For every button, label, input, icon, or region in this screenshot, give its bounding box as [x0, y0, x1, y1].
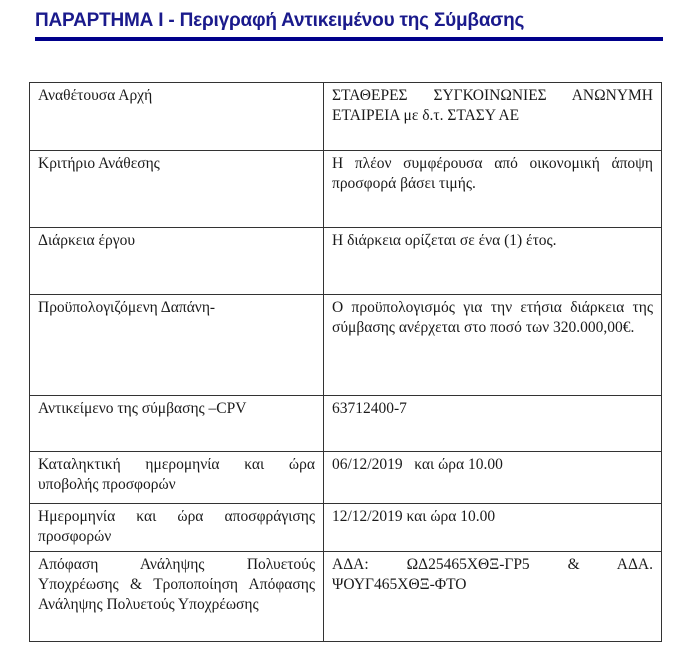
row-label-multiyear-commitment: Απόφαση Ανάληψης Πολυετούς Υποχρέωσης & Τροποποίηση Απόφασης Ανάληψης Πολυετούς Υποχρέωσης: [30, 552, 324, 642]
row-value-duration: Η διάρκεια ορίζεται σε ένα (1) έτος.: [324, 228, 662, 295]
row-label-budget: Προϋπολογιζόμενη Δαπάνη-: [30, 295, 324, 396]
row-value-opening-date: 12/12/2019 και ώρα 10.00: [324, 504, 662, 552]
row-label-award-criterion: Κριτήριο Ανάθεσης: [30, 151, 324, 228]
contract-spec-table: [29, 82, 662, 642]
table-row: [30, 151, 662, 228]
row-value-cpv: 63712400-7: [324, 396, 662, 452]
row-value-multiyear-commitment: ΑΔΑ: ΩΔ25465ΧΘΞ-ΓΡ5 & ΑΔΑ. ΨΟΥΓ465ΧΘΞ-ΦΤΟ: [324, 552, 662, 642]
title-underline: [35, 37, 663, 41]
table-row: [30, 504, 662, 552]
table-row: [30, 228, 662, 295]
table-row: [30, 295, 662, 396]
table-row: [30, 452, 662, 504]
row-value-submission-deadline: 06/12/2019 και ώρα 10.00: [324, 452, 662, 504]
row-label-opening-date: Ημερομηνία και ώρα αποσφράγισης προσφορών: [30, 504, 324, 552]
table-row: [30, 83, 662, 151]
row-label-cpv: Αντικείμενο της σύμβασης –CPV: [30, 396, 324, 452]
row-label-contracting-authority: Αναθέτουσα Αρχή: [30, 83, 324, 151]
table-row: [30, 552, 662, 642]
row-value-budget: Ο προϋπολογισμός για την ετήσια διάρκεια της σύμβασης ανέρχεται στο ποσό των 320.000,00€.: [324, 295, 662, 396]
row-value-contracting-authority: ΣΤΑΘΕΡΕΣ ΣΥΓΚΟΙΝΩΝΙΕΣ ΑΝΩΝΥΜΗ ΕΤΑΙΡΕΙΑ με δ.τ. ΣΤΑΣΥ ΑΕ: [324, 83, 662, 151]
document-title: ΠΑΡΑΡΤΗΜΑ Ι - Περιγραφή Αντικειμένου της Σύμβασης: [35, 10, 525, 31]
row-label-submission-deadline: Καταληκτική ημερομηνία και ώρα υποβολής προσφορών: [30, 452, 324, 504]
table-row: [30, 396, 662, 452]
row-label-duration: Διάρκεια έργου: [30, 228, 324, 295]
row-value-award-criterion: Η πλέον συμφέρουσα από οικονομική άποψη προσφορά βάσει τιμής.: [324, 151, 662, 228]
